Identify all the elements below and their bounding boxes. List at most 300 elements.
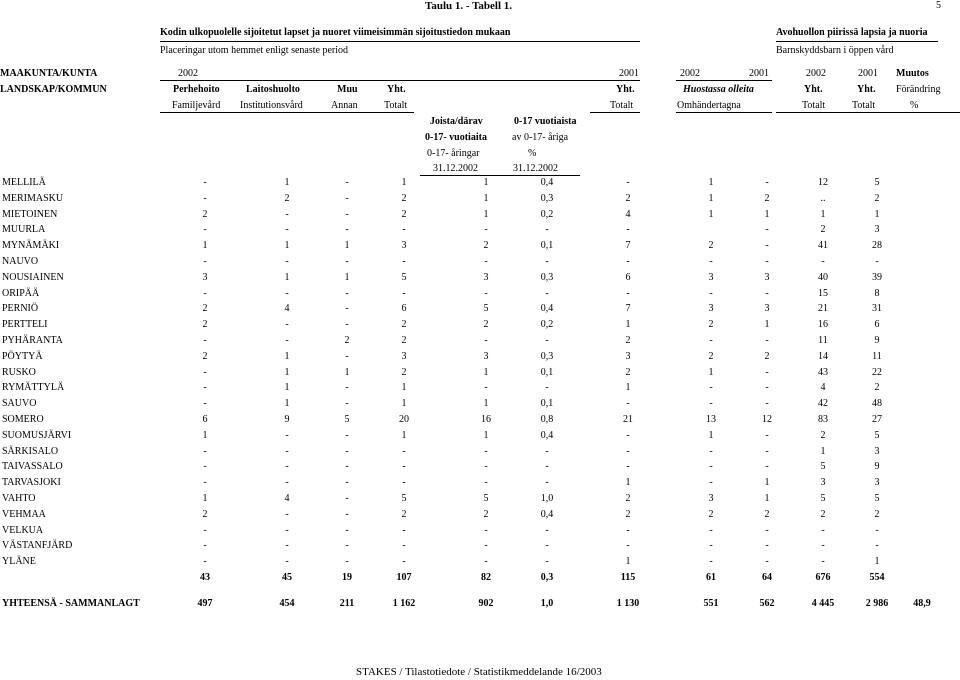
rule-sub-c — [676, 112, 772, 113]
table-row — [0, 288, 960, 302]
table-row — [0, 509, 960, 523]
cell-value: 3 — [874, 445, 880, 457]
cell-value: - — [709, 540, 713, 552]
cell-value: - — [709, 287, 713, 299]
cell-value: - — [545, 524, 549, 536]
cell-value: 1 — [483, 429, 489, 441]
cell-value: 2 — [401, 366, 407, 378]
cell-value: 0,3 — [540, 192, 554, 204]
cell-value: - — [285, 508, 289, 520]
cell-value: - — [285, 477, 289, 489]
cell-value: - — [875, 256, 879, 267]
cell-value: - — [203, 556, 207, 568]
table-row — [0, 414, 960, 428]
cell-value: - — [402, 540, 406, 552]
cell-value: 2 — [764, 508, 770, 520]
cell-value: 1 — [483, 366, 489, 378]
cell-value: 3 — [401, 350, 407, 362]
cell-value: - — [545, 477, 549, 489]
cell-value: 2 — [284, 192, 290, 204]
cell-value: 19 — [342, 572, 352, 583]
table-row — [0, 398, 960, 412]
cell-value: - — [765, 256, 769, 267]
cell-value: - — [203, 382, 207, 394]
cell-value: 48,9 — [913, 598, 931, 609]
col-muu: Muu — [337, 84, 358, 95]
cell-value: - — [203, 477, 207, 489]
cell-value: .. — [820, 192, 826, 204]
cell-value: 43 — [200, 572, 210, 583]
cell-value: 16 — [481, 414, 491, 425]
cell-value: 2 — [401, 335, 407, 346]
cell-value: - — [484, 524, 488, 536]
cell-value: - — [402, 445, 406, 457]
cell-value: - — [285, 445, 289, 457]
cell-value: - — [709, 256, 713, 267]
cell-value: - — [709, 556, 713, 568]
cell-value: 2 — [708, 508, 714, 520]
row-name: NAUVO — [2, 256, 39, 267]
cell-value: 1 — [820, 208, 826, 220]
row-name: VEHMAA — [2, 508, 46, 520]
cell-value: - — [545, 556, 549, 568]
cell-value: 14 — [818, 350, 828, 362]
cell-value: - — [765, 445, 769, 457]
cell-value: 41 — [818, 240, 828, 252]
cell-value: - — [203, 335, 207, 346]
footer: STAKES / Tilastotiedote / Statistikmeddelande 16/2003 — [356, 666, 602, 678]
cell-value: - — [345, 319, 349, 331]
page-number: 5 — [936, 0, 941, 11]
muutos-label: Muutos — [896, 68, 929, 79]
cell-value: 1 — [284, 271, 290, 283]
cell-value: 3 — [764, 271, 770, 283]
col-laitoshuolto: Laitoshuolto — [246, 84, 300, 95]
table-row — [0, 319, 960, 333]
table-row — [0, 477, 960, 491]
col-totalt3: Totalt — [802, 100, 826, 111]
cell-value: 0,3 — [540, 350, 554, 362]
cell-value: - — [765, 335, 769, 346]
cell-value: - — [484, 224, 488, 236]
date2-label: 31.12.2002 — [513, 163, 558, 174]
cell-value: - — [285, 461, 289, 473]
cell-value: 11 — [872, 350, 882, 362]
cell-value: 2 — [202, 508, 208, 520]
vuotiaista-label: 0-17 vuotiaista — [514, 116, 577, 127]
cell-value: 2 — [401, 319, 407, 331]
cell-value: - — [545, 382, 549, 394]
cell-value: 1 — [344, 366, 350, 378]
cell-value: 21 — [623, 414, 633, 425]
cell-value: 1 — [625, 556, 631, 568]
cell-value: 2 — [625, 192, 631, 204]
cell-value: 2 — [708, 240, 714, 252]
cell-value: 61 — [706, 572, 716, 583]
cell-value: 2 — [344, 335, 350, 346]
cell-value: 3 — [401, 240, 407, 252]
cell-value: - — [484, 461, 488, 473]
cell-value: 1 — [344, 271, 350, 283]
cell-value: 82 — [481, 572, 491, 583]
cell-value: - — [345, 192, 349, 204]
row-name: MELLILÄ — [2, 177, 46, 188]
cell-value: - — [345, 508, 349, 520]
cell-value: - — [484, 540, 488, 552]
cell-value: 1 162 — [392, 598, 416, 609]
col-totalt1: Totalt — [384, 100, 408, 111]
cell-value: - — [285, 335, 289, 346]
cell-value: - — [402, 524, 406, 536]
cell-value: - — [345, 398, 349, 410]
cell-value: - — [875, 524, 879, 536]
cell-value: 2 — [708, 319, 714, 331]
cell-value: 902 — [478, 598, 494, 609]
cell-value: - — [626, 429, 630, 441]
row-name: VAHTO — [2, 493, 36, 504]
cell-value: - — [203, 192, 207, 204]
row-name: MUURLA — [2, 224, 46, 236]
cell-value: 48 — [872, 398, 882, 410]
cell-value: 1 — [202, 240, 208, 252]
cell-value: - — [484, 477, 488, 489]
cell-value: - — [203, 256, 207, 267]
cell-value: 4 — [625, 208, 631, 220]
cell-value: 9 — [284, 414, 290, 425]
cell-value: 5 — [483, 303, 489, 315]
table-row — [0, 177, 960, 191]
cell-value: - — [545, 540, 549, 552]
cell-value: 2 — [483, 508, 489, 520]
cell-value: 2 — [874, 382, 880, 394]
cell-value: 1 — [874, 208, 880, 220]
cell-value: 3 — [708, 271, 714, 283]
col-familjevard: Familjevård — [172, 100, 221, 111]
cell-value: - — [765, 224, 769, 236]
cell-value: - — [626, 540, 630, 552]
cell-value: 0,2 — [540, 208, 554, 220]
row-name: MYNÄMÄKI — [2, 240, 60, 252]
table-row — [0, 540, 960, 554]
table-row — [0, 598, 960, 612]
cell-value: - — [203, 366, 207, 378]
cell-value: 28 — [872, 240, 882, 252]
cell-value: 16 — [818, 319, 828, 331]
cell-value: - — [545, 224, 549, 236]
cell-value: 1 — [284, 366, 290, 378]
cell-value: 0,4 — [540, 508, 554, 520]
header-title-sv: Placeringar utom hemmet enligt senaste period — [160, 45, 348, 56]
row-name: PYHÄRANTA — [2, 335, 63, 346]
cell-value: 1 — [764, 477, 770, 489]
cell-value: - — [203, 177, 207, 188]
cell-value: - — [402, 461, 406, 473]
cell-value: 497 — [197, 598, 213, 609]
cell-value: 2 — [202, 303, 208, 315]
cell-value: 454 — [279, 598, 295, 609]
cell-value: - — [626, 398, 630, 410]
cell-value: - — [765, 177, 769, 188]
row-name: SAUVO — [2, 398, 37, 410]
cell-value: - — [484, 445, 488, 457]
cell-value: 11 — [818, 335, 828, 346]
cell-value: - — [626, 256, 630, 267]
table-row — [0, 493, 960, 507]
cell-value: 22 — [872, 366, 882, 378]
cell-value: - — [345, 382, 349, 394]
cell-value: - — [626, 224, 630, 236]
cell-value: 1 — [344, 240, 350, 252]
cell-value: - — [345, 429, 349, 441]
col-percent: % — [910, 100, 919, 111]
table-row — [0, 351, 960, 365]
table-row — [0, 335, 960, 349]
date1-label: 31.12.2002 — [433, 163, 478, 174]
row-name: RYMÄTTYLÄ — [2, 382, 65, 394]
cell-value: 13 — [706, 414, 716, 425]
cell-value: - — [285, 319, 289, 331]
cell-value: - — [484, 556, 488, 568]
cell-value: - — [203, 445, 207, 457]
cell-value: 0,2 — [540, 319, 554, 331]
row-name: PERTTELI — [2, 319, 48, 331]
cell-value: 21 — [818, 303, 828, 315]
year-2002-c: 2002 — [806, 68, 826, 79]
rule-right — [776, 41, 938, 42]
cell-value: 5 — [820, 461, 826, 473]
cell-value: - — [345, 224, 349, 236]
cell-value: 1 — [764, 208, 770, 220]
cell-value: 1 — [708, 208, 714, 220]
cell-value: 1 — [284, 350, 290, 362]
cell-value: 3 — [483, 271, 489, 283]
row-name: MIETOINEN — [2, 208, 58, 220]
col-institutionsvard: Institutionsvård — [240, 100, 303, 111]
cell-value: 676 — [815, 572, 831, 583]
rule-sub-a — [160, 112, 414, 113]
cell-value: 2 — [764, 350, 770, 362]
cell-value: - — [765, 366, 769, 378]
row-name: PERNIÖ — [2, 303, 39, 315]
cell-value: - — [203, 540, 207, 552]
cell-value: - — [765, 556, 769, 568]
table-row — [0, 240, 960, 254]
cell-value: - — [285, 224, 289, 236]
cell-value: 0,3 — [540, 572, 554, 583]
cell-value: - — [345, 477, 349, 489]
row-name: PÖYTYÄ — [2, 350, 43, 362]
cell-value: 1 — [202, 429, 208, 441]
col-perhehoito: Perhehoito — [173, 84, 220, 95]
table-row — [0, 382, 960, 396]
cell-value: 1 130 — [616, 598, 640, 609]
cell-value: 1 — [708, 429, 714, 441]
cell-value: 3 — [764, 303, 770, 315]
cell-value: 1 — [820, 445, 826, 457]
cell-value: - — [402, 287, 406, 299]
joista-label: Joista/därav — [430, 116, 483, 127]
table-row — [0, 430, 960, 444]
cell-value: - — [765, 240, 769, 252]
row-name: TARVASJOKI — [2, 477, 61, 489]
table-title: Taulu 1. - Tabell 1. — [425, 0, 513, 12]
table-row — [0, 525, 960, 539]
cell-value: - — [484, 382, 488, 394]
cell-value: 1 — [483, 192, 489, 204]
rule-joista — [420, 175, 580, 176]
row-name: NOUSIAINEN — [2, 271, 64, 283]
cell-value: 4 — [284, 303, 290, 315]
cell-value: - — [203, 398, 207, 410]
cell-value: - — [626, 461, 630, 473]
row-name: SOMERO — [2, 414, 44, 425]
cell-value: 0,4 — [540, 177, 554, 188]
cell-value: 1 — [625, 477, 631, 489]
col-yht2: Yht. — [616, 84, 635, 95]
header-title-fi: Kodin ulkopuolelle sijoitetut lapset ja nuoret viimeisimmän sijoitustiedon mukaan — [160, 27, 511, 38]
col-totalt4: Totalt — [852, 100, 876, 111]
row-name: MERIMASKU — [2, 192, 64, 204]
cell-value: - — [285, 256, 289, 267]
cell-value: - — [285, 556, 289, 568]
cell-value: 2 — [401, 208, 407, 220]
cell-value: - — [345, 256, 349, 267]
cell-value: - — [626, 287, 630, 299]
cell-value: 2 986 — [865, 598, 889, 609]
cell-value: - — [484, 335, 488, 346]
cell-value: - — [345, 540, 349, 552]
cell-value: - — [626, 177, 630, 188]
cell-value: 2 — [483, 240, 489, 252]
cell-value: 5 — [874, 493, 880, 504]
aringar-label: 0-17- åringar — [427, 148, 480, 159]
cell-value: - — [709, 445, 713, 457]
row-name: SUOMUSJÄRVI — [2, 429, 72, 441]
cell-value: - — [709, 335, 713, 346]
cell-value: 6 — [874, 319, 880, 331]
cell-value: 9 — [874, 335, 880, 346]
cell-value: - — [709, 382, 713, 394]
cell-value: 27 — [872, 414, 882, 425]
cell-value: 83 — [818, 414, 828, 425]
cell-value: 0,4 — [540, 303, 554, 315]
cell-value: 2 — [401, 508, 407, 520]
cell-value: - — [345, 177, 349, 188]
cell-value: 4 — [820, 382, 826, 394]
rule-years-a — [160, 80, 640, 81]
cell-value: - — [626, 445, 630, 457]
cell-value: 39 — [872, 271, 882, 283]
cell-value: 1 — [401, 177, 407, 188]
cell-value: 8 — [874, 287, 880, 299]
cell-value: - — [402, 556, 406, 568]
cell-value: - — [345, 493, 349, 504]
cell-value: 2 — [708, 350, 714, 362]
vuotiaita-label: 0-17- vuotiaita — [425, 132, 487, 143]
table-row — [0, 446, 960, 460]
cell-value: 1 — [625, 382, 631, 394]
cell-value: - — [765, 524, 769, 536]
cell-value: 2 — [625, 508, 631, 520]
cell-value: - — [545, 287, 549, 299]
cell-value: 2 — [625, 335, 631, 346]
cell-value: 0,4 — [540, 429, 554, 441]
cell-value: 2 — [874, 508, 880, 520]
cell-value: - — [203, 524, 207, 536]
table-row — [0, 209, 960, 223]
cell-value: 0,3 — [540, 271, 554, 283]
col-yht3: Yht. — [804, 84, 823, 95]
row-name: VÄSTANFJÄRD — [2, 540, 73, 552]
cell-value: 5 — [401, 271, 407, 283]
cell-value: - — [285, 524, 289, 536]
cell-value: - — [203, 461, 207, 473]
cell-value: 5 — [820, 493, 826, 504]
table-row — [0, 303, 960, 317]
cell-value: - — [626, 524, 630, 536]
cell-value: 12 — [818, 177, 828, 188]
cell-value: - — [345, 524, 349, 536]
cell-value: 0,1 — [540, 240, 554, 252]
cell-value: - — [709, 477, 713, 489]
cell-value: 3 — [483, 350, 489, 362]
cell-value: - — [203, 224, 207, 236]
cell-value: - — [765, 398, 769, 410]
cell-value: 1 — [284, 177, 290, 188]
cell-value: 5 — [874, 429, 880, 441]
row-name: RUSKO — [2, 366, 36, 378]
table-row — [0, 193, 960, 207]
cell-value: 2 — [625, 493, 631, 504]
rule-sub-b — [590, 112, 640, 113]
year-2001-a: 2001 — [619, 68, 639, 79]
cell-value: - — [765, 287, 769, 299]
cell-value: 2 — [202, 319, 208, 331]
cell-value: - — [821, 540, 825, 552]
table-row — [0, 461, 960, 475]
cell-value: 1 — [202, 493, 208, 504]
cell-value: 7 — [625, 303, 631, 315]
cell-value: 5 — [401, 493, 407, 504]
region-label-fi: MAAKUNTA/KUNTA — [0, 68, 98, 79]
cell-value: 2 — [820, 224, 826, 236]
cell-value: 5 — [344, 414, 350, 425]
cell-value: - — [765, 429, 769, 441]
cell-value: - — [545, 256, 549, 267]
cell-value: - — [285, 287, 289, 299]
table-row — [0, 272, 960, 286]
cell-value: - — [821, 256, 825, 267]
cell-value: - — [709, 398, 713, 410]
cell-value: - — [345, 461, 349, 473]
cell-value: 4 445 — [811, 598, 835, 609]
row-name: YLÄNE — [2, 556, 36, 568]
cell-value: - — [484, 256, 488, 267]
cell-value: - — [709, 524, 713, 536]
cell-value: 6 — [625, 271, 631, 283]
cell-value: - — [875, 540, 879, 552]
cell-value: 1 — [764, 319, 770, 331]
cell-value: 7 — [625, 240, 631, 252]
cell-value: 2 — [820, 429, 826, 441]
header-right-fi: Avohuollon piirissä lapsia ja nuoria — [776, 27, 928, 38]
cell-value: 3 — [202, 271, 208, 283]
cell-value: 1 — [625, 319, 631, 331]
cell-value: 1 — [401, 429, 407, 441]
cell-value: 1 — [874, 556, 880, 568]
cell-value: 107 — [396, 572, 412, 583]
cell-value: 211 — [339, 598, 355, 609]
